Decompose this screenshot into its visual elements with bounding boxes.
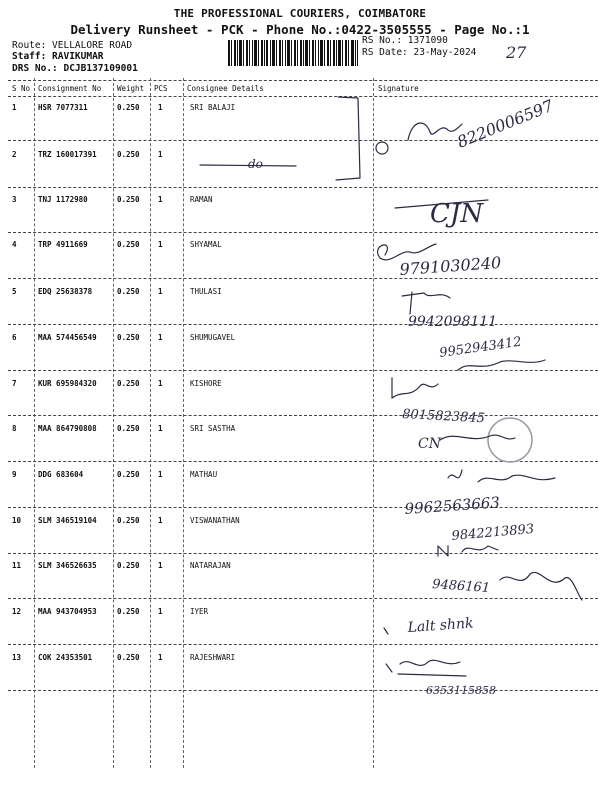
col-signature: Signature — [378, 84, 419, 93]
signature-row10-text: 9842213893 — [451, 521, 535, 544]
cell-pcs: 1 — [158, 195, 163, 204]
rs-number: RS No.: 1371090 — [362, 35, 448, 46]
cell-consignment: KUR 695984320 — [38, 379, 97, 388]
cell-consignment: TRZ 160017391 — [38, 150, 97, 159]
cell-consignment: HSR 7077311 — [38, 103, 88, 112]
signature-row5-scribble — [402, 292, 450, 314]
cell-sno: 8 — [12, 424, 17, 433]
cell-consignee: SRI SASTHA — [190, 424, 236, 433]
signature-row12-text: Lalt shnk — [407, 615, 475, 636]
signature-row6-text: 9952943412 — [438, 334, 523, 361]
cell-pcs: 1 — [158, 333, 163, 342]
cell-consignee: SRI BALAJI — [190, 103, 236, 112]
signature-row13-scribble — [400, 660, 460, 665]
cell-weight: 0.250 — [117, 333, 140, 342]
cell-weight: 0.250 — [117, 103, 140, 112]
cell-consignee: RAMAN — [190, 195, 213, 204]
cell-sno: 12 — [12, 607, 22, 616]
rs-date: RS Date: 23-May-2024 — [362, 47, 477, 58]
cell-pcs: 1 — [158, 240, 163, 249]
cell-consignee: SHUMUGAVEL — [190, 333, 236, 342]
cell-pcs: 1 — [158, 653, 163, 662]
cell-pcs: 1 — [158, 561, 163, 570]
signature-row3-text: CJN — [430, 199, 484, 229]
route-label: Route: VELLALORE ROAD — [12, 40, 133, 51]
col-pcs: PCS — [154, 84, 168, 93]
cell-sno: 6 — [12, 333, 17, 342]
cell-weight: 0.250 — [117, 470, 140, 479]
signature-row8-text: CN — [418, 436, 441, 452]
drs-number: DRS No.: DCJB137109001 — [12, 63, 138, 74]
cell-sno: 7 — [12, 379, 17, 388]
cell-pcs: 1 — [158, 287, 163, 296]
cell-consignment: MAA 574456549 — [38, 333, 97, 342]
signature-bracket — [336, 97, 360, 180]
cell-pcs: 1 — [158, 516, 163, 525]
cell-sno: 2 — [12, 150, 17, 159]
signature-row10-scribble — [438, 546, 498, 556]
cell-sno: 3 — [12, 195, 17, 204]
cell-consignment: SLM 346526635 — [38, 561, 97, 570]
cell-sno: 5 — [12, 287, 17, 296]
signature-row7-scribble — [392, 378, 438, 398]
runsheet-subtitle: Delivery Runsheet - PCK - Phone No.:0422-3505555 - Page No.:1 — [70, 22, 530, 37]
signature-row9-text: 9962563663 — [404, 493, 501, 518]
cell-weight: 0.250 — [117, 607, 140, 616]
cell-sno: 13 — [12, 653, 22, 662]
signature-row1-text: 8220006597 — [454, 95, 556, 152]
cell-consignment: DDG 683604 — [38, 470, 84, 479]
col-weight: Weight — [117, 84, 145, 93]
cell-consignment: TNJ 1172980 — [38, 195, 88, 204]
cell-pcs: 1 — [158, 103, 163, 112]
cell-consignee: VISWANATHAN — [190, 516, 240, 525]
cell-weight: 0.250 — [117, 195, 140, 204]
cell-weight: 0.250 — [117, 240, 140, 249]
cell-pcs: 1 — [158, 150, 163, 159]
cell-consignee: KISHORE — [190, 379, 222, 388]
cell-consignee: NATARAJAN — [190, 561, 231, 570]
col-consignee: Consignee Details — [187, 84, 264, 93]
signature-row11-scribble — [500, 572, 582, 600]
signature-row13-underline — [398, 674, 466, 676]
signature-circle-mark — [376, 142, 388, 154]
cell-weight: 0.250 — [117, 516, 140, 525]
signature-row1-scribble — [408, 123, 462, 140]
cell-sno: 4 — [12, 240, 17, 249]
cell-consignment: MAA 943704953 — [38, 607, 97, 616]
cell-pcs: 1 — [158, 424, 163, 433]
cell-consignee: MATHAU — [190, 470, 218, 479]
signature-row8-scribble — [440, 435, 515, 440]
company-title: THE PROFESSIONAL COURIERS, COIMBATORE — [173, 7, 427, 20]
signature-row6-scribble — [458, 360, 545, 370]
signature-row11-text: 9486161 — [431, 577, 491, 597]
cell-consignee: IYER — [190, 607, 209, 616]
signature-row2-text: do — [248, 157, 263, 171]
signature-row7-text: 8015823845 — [401, 407, 486, 427]
cell-weight: 0.250 — [117, 379, 140, 388]
cell-pcs: 1 — [158, 379, 163, 388]
cell-weight: 0.250 — [117, 653, 140, 662]
signature-row5-text: 9942098111 — [408, 314, 498, 330]
cell-consignee: RAJESHWARI — [190, 653, 236, 662]
signature-row9-scribble — [448, 470, 555, 482]
cell-consignee: THULASI — [190, 287, 222, 296]
cell-consignment: SLM 346519104 — [38, 516, 97, 525]
signature-row13-mark — [386, 664, 392, 672]
cell-consignment: MAA 864790808 — [38, 424, 97, 433]
cell-weight: 0.250 — [117, 424, 140, 433]
cell-sno: 1 — [12, 103, 17, 112]
stamp-seal — [488, 418, 532, 462]
signature-row12-mark — [384, 628, 388, 634]
cell-sno: 9 — [12, 470, 17, 479]
cell-weight: 0.250 — [117, 561, 140, 570]
cell-sno: 10 — [12, 516, 22, 525]
cell-consignment: COK 24353501 — [38, 653, 93, 662]
cell-pcs: 1 — [158, 470, 163, 479]
cell-sno: 11 — [12, 561, 22, 570]
cell-consignment: EDQ 25638378 — [38, 287, 93, 296]
col-sno: S No — [12, 84, 31, 93]
svg-text:27: 27 — [506, 43, 527, 62]
signature-row13-text: 6353115858 — [426, 684, 496, 697]
col-consignment: Consignment No — [38, 84, 102, 93]
cell-weight: 0.250 — [117, 150, 140, 159]
staff-label: Staff: RAVIKUMAR — [12, 51, 104, 62]
cell-pcs: 1 — [158, 607, 163, 616]
cell-weight: 0.250 — [117, 287, 140, 296]
cell-consignee: SHYAMAL — [190, 240, 222, 249]
signature-row4-text: 9791030240 — [398, 252, 502, 279]
cell-consignment: TRP 4911669 — [38, 240, 88, 249]
